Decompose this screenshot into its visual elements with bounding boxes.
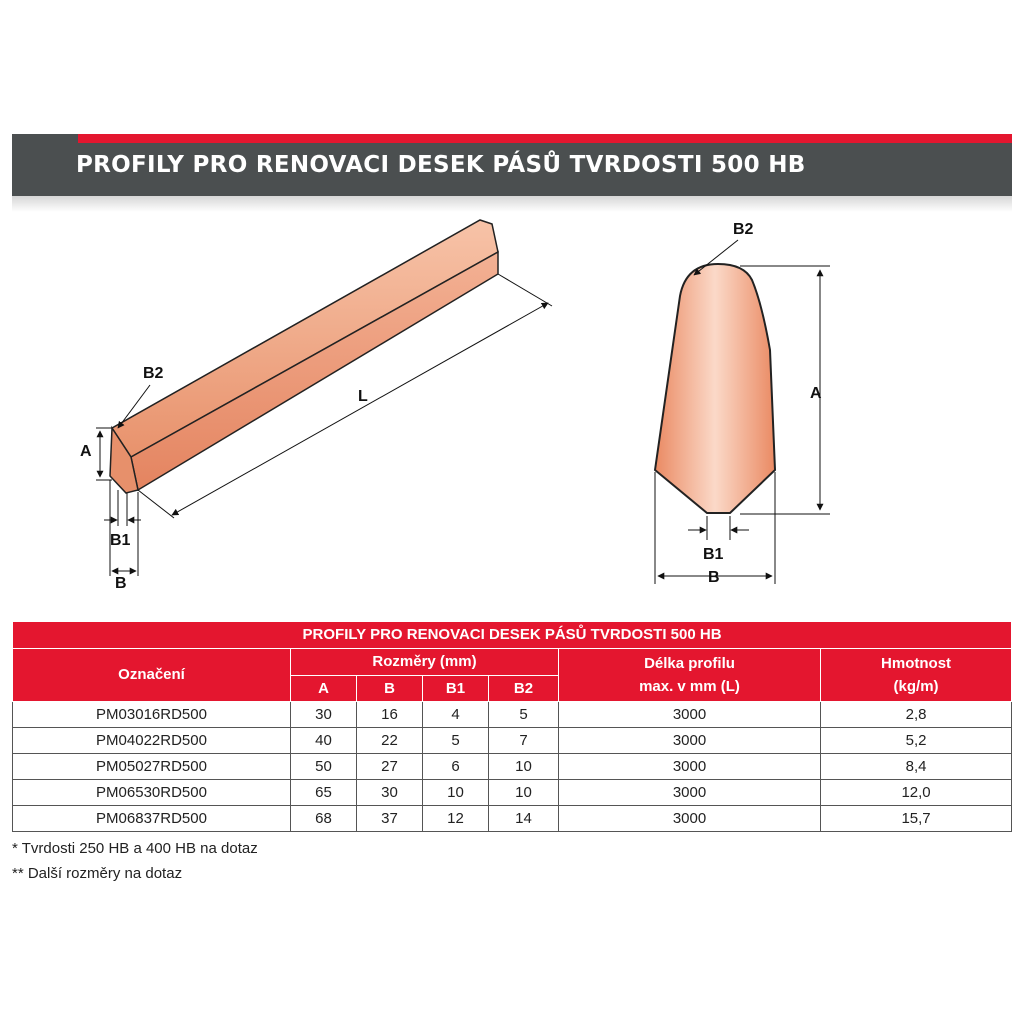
cell-b1: 5 [423,728,489,754]
cell-code: PM05027RD500 [13,754,291,780]
cell-code: PM06530RD500 [13,780,291,806]
table-row [13,780,1012,806]
cell-b: 27 [357,754,423,780]
table-row [13,728,1012,754]
cell-weight: 5,2 [821,728,1012,754]
cell-b2: 10 [489,754,559,780]
header-weight [821,649,1012,702]
header-b: B [357,676,423,702]
cell-b: 22 [357,728,423,754]
section-shape [655,264,775,513]
cross-section-drawing [655,221,830,586]
cell-code: PM04022RD500 [13,728,291,754]
table-caption-row [13,622,1012,649]
banner-red-stripe [78,134,1012,143]
table-row [13,754,1012,780]
cell-weight: 12,0 [821,780,1012,806]
cell-a: 65 [291,780,357,806]
cell-b1: 4 [423,702,489,728]
iso-b1-label: B1 [110,532,131,549]
footnote-hardness: * Tvrdosti 250 HB a 400 HB na dotaz [12,840,258,857]
header-length [559,649,821,702]
cell-code: PM03016RD500 [13,702,291,728]
cell-b: 16 [357,702,423,728]
footnotes [12,836,258,886]
cell-b: 37 [357,806,423,832]
isometric-bar-drawing [80,220,552,592]
section-b2-label: B2 [733,221,754,238]
cell-b2: 5 [489,702,559,728]
cell-weight: 15,7 [821,806,1012,832]
header-weight-line1: Hmotnost [881,654,952,672]
cell-b: 30 [357,780,423,806]
title-banner [12,134,1012,196]
profile-drawings [0,200,1024,600]
header-dimensions: Rozměry (mm) [291,649,559,676]
table-caption: PROFILY PRO RENOVACI DESEK PÁSŮ TVRDOSTI 500 HB [13,622,1012,649]
cell-b2: 7 [489,728,559,754]
cell-a: 68 [291,806,357,832]
cell-b1: 12 [423,806,489,832]
cell-weight: 8,4 [821,754,1012,780]
section-b-label: B [708,569,720,586]
header-b1: B1 [423,676,489,702]
cell-length: 3000 [559,728,821,754]
iso-l-label: L [358,388,368,405]
specs-table [12,621,1012,832]
cell-b2: 14 [489,806,559,832]
bar-side-face [131,252,498,490]
page-title: PROFILY PRO RENOVACI DESEK PÁSŮ TVRDOSTI 500 HB [76,152,806,178]
iso-a-label: A [80,443,92,460]
bar-top-face [112,220,498,457]
cell-a: 50 [291,754,357,780]
iso-b-label: B [115,575,127,592]
cell-length: 3000 [559,780,821,806]
table-row [13,806,1012,832]
table-row [13,702,1012,728]
section-b1-label: B1 [703,546,724,563]
header-a: A [291,676,357,702]
header-length-line1: Délka profilu [644,654,735,672]
footnote-other-sizes: ** Další rozměry na dotaz [12,865,183,882]
iso-b2-label: B2 [143,365,164,382]
cell-a: 30 [291,702,357,728]
header-b2: B2 [489,676,559,702]
cell-b1: 6 [423,754,489,780]
cell-length: 3000 [559,754,821,780]
cell-code: PM06837RD500 [13,806,291,832]
cell-weight: 2,8 [821,702,1012,728]
header-length-line2: max. v mm (L) [639,678,740,695]
header-weight-line2: (kg/m) [893,678,939,695]
cell-a: 40 [291,728,357,754]
table-header-row [13,649,1012,676]
header-designation: Označení [13,649,291,702]
cell-b2: 10 [489,780,559,806]
cell-b1: 10 [423,780,489,806]
cell-length: 3000 [559,806,821,832]
cell-length: 3000 [559,702,821,728]
section-a-label: A [810,385,822,402]
